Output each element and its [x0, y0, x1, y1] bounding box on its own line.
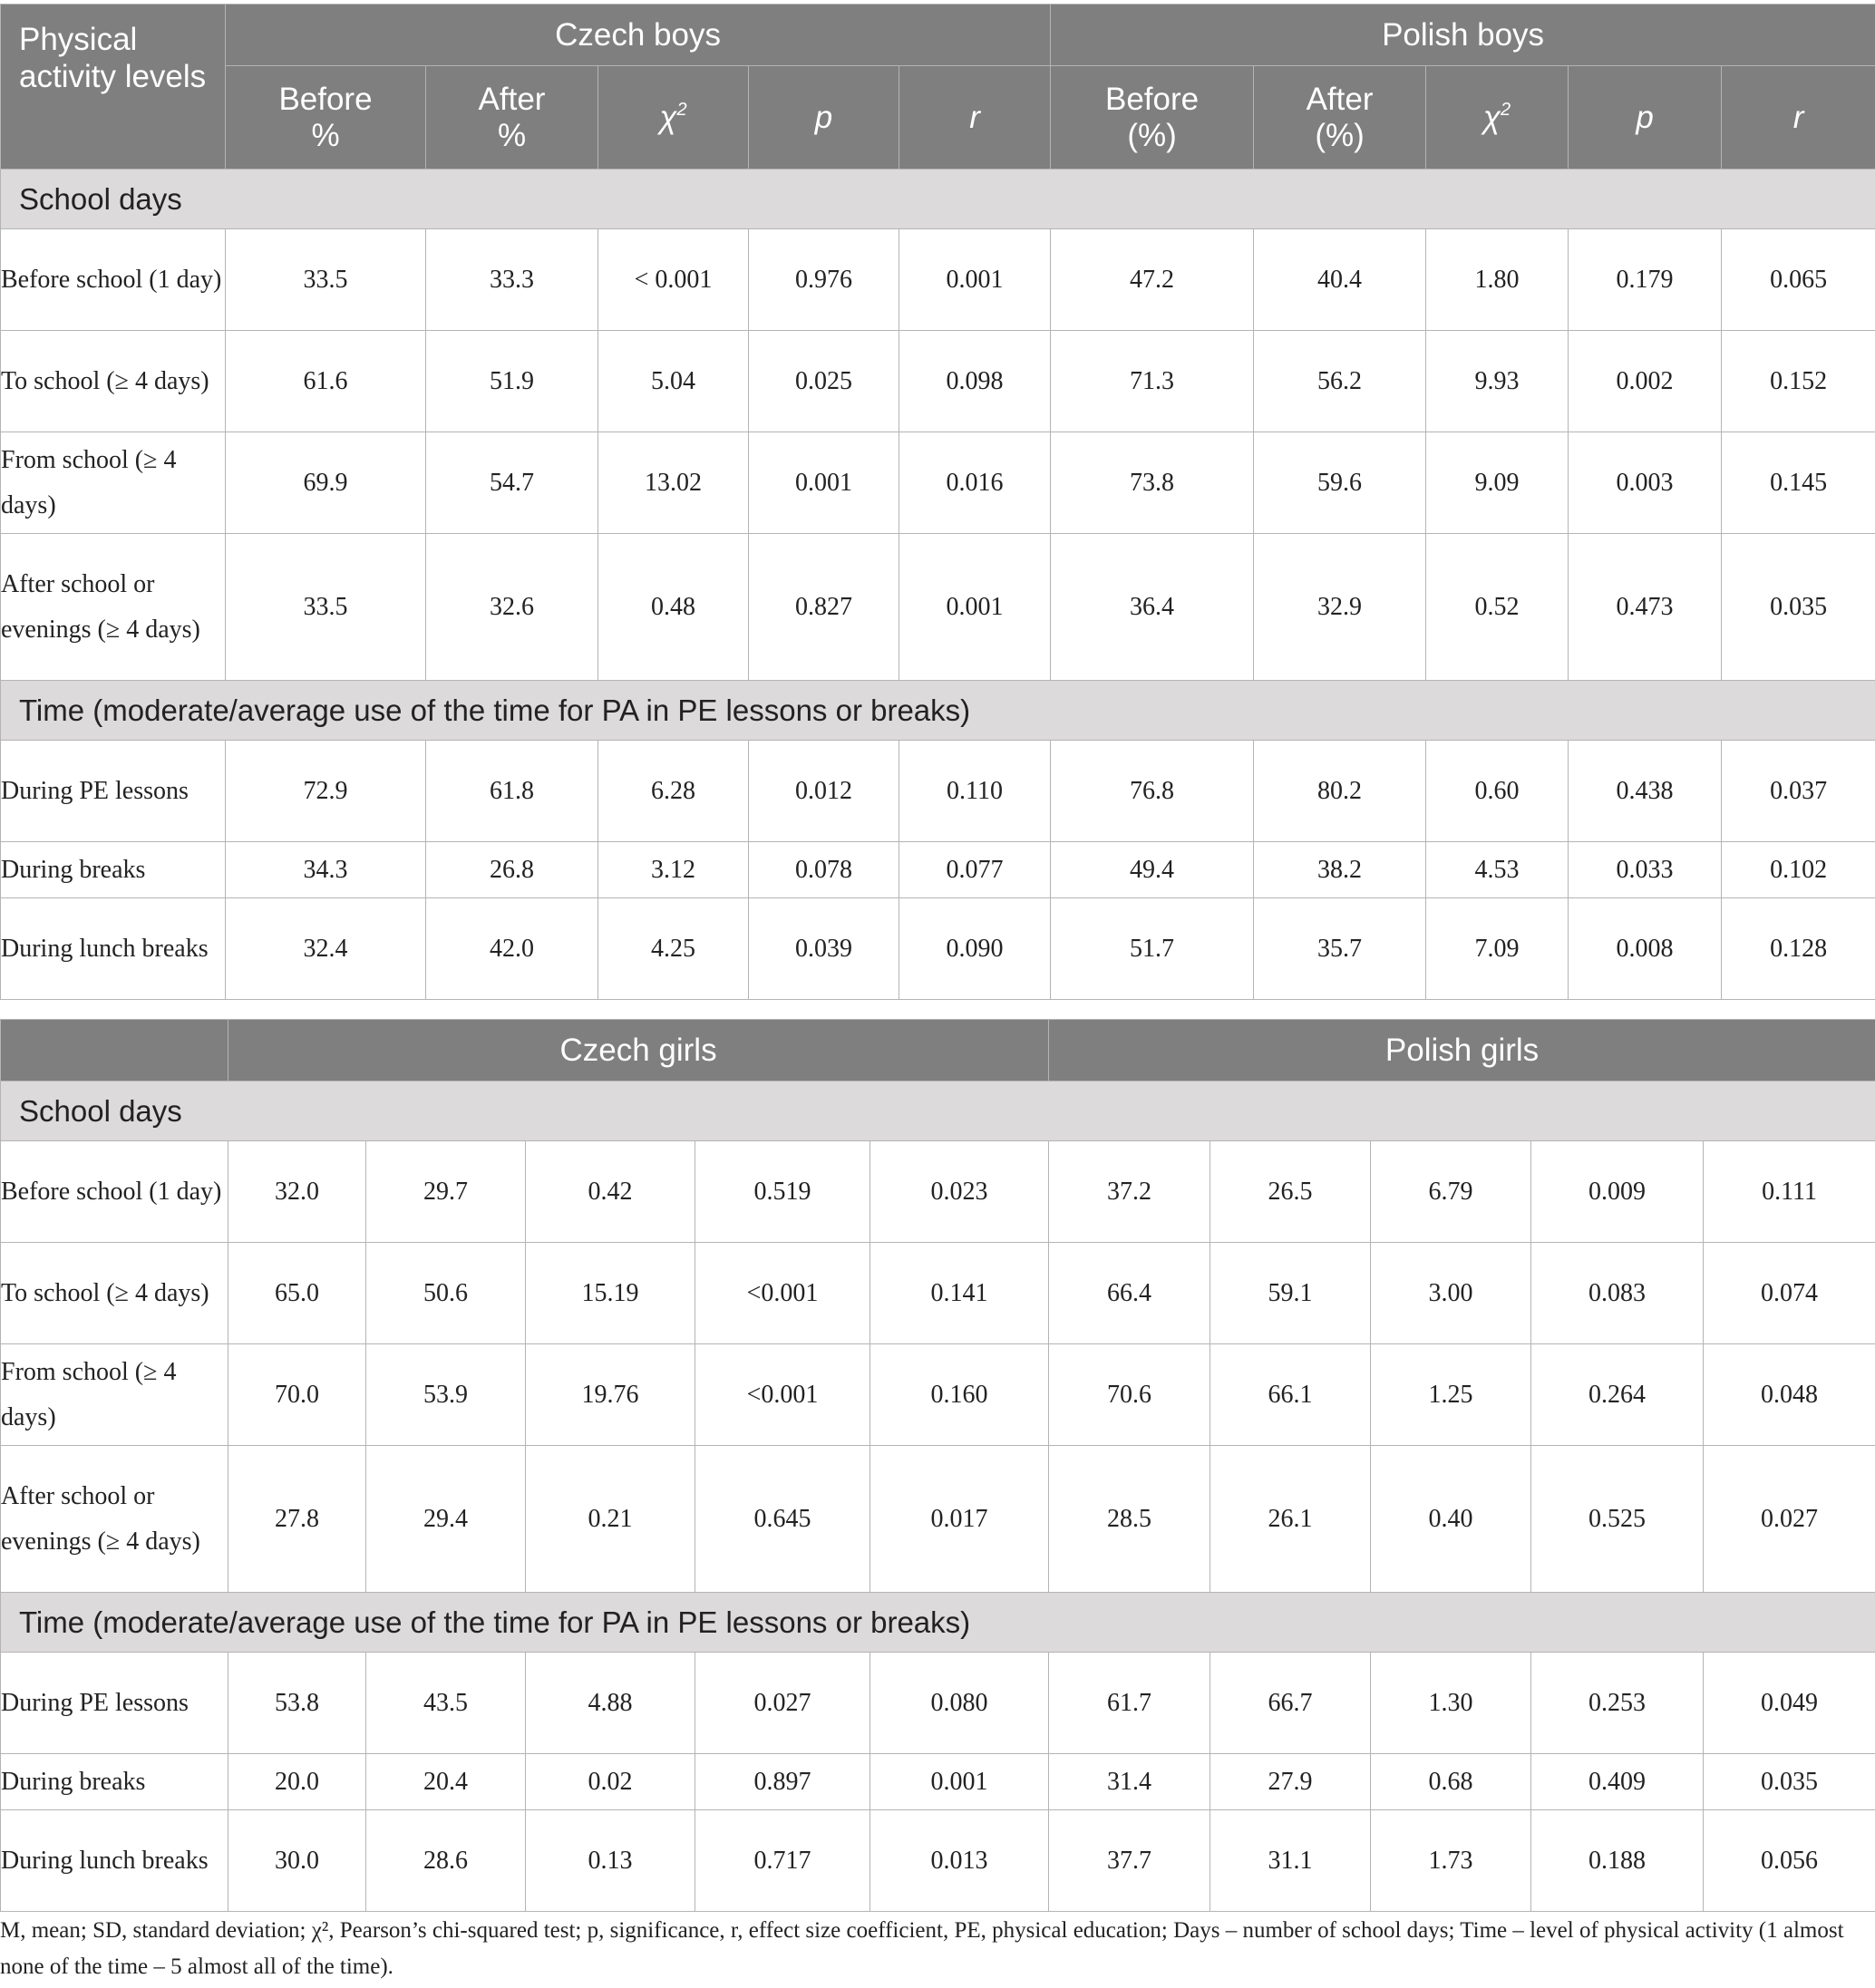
cell: 31.4 [1049, 1754, 1210, 1810]
table-row [1, 898, 1875, 1000]
cell: 0.188 [1531, 1810, 1704, 1912]
cell: 6.28 [598, 741, 749, 842]
col-header-chi [1426, 66, 1569, 170]
cell: 20.0 [228, 1754, 366, 1810]
cell: 0.110 [899, 741, 1051, 842]
cell: 32.4 [226, 898, 426, 1000]
cell: 26.5 [1210, 1141, 1371, 1243]
table-row [1, 432, 1875, 534]
cell: 0.145 [1722, 432, 1875, 534]
cell: 0.048 [1704, 1344, 1875, 1446]
cell: 32.6 [426, 534, 598, 681]
cell: 0.080 [870, 1653, 1049, 1754]
cell: 59.6 [1254, 432, 1426, 534]
cell: 0.012 [749, 741, 899, 842]
cell: 36.4 [1051, 534, 1254, 681]
cell: 0.001 [870, 1754, 1049, 1810]
cell: 51.9 [426, 331, 598, 432]
cell: 54.7 [426, 432, 598, 534]
cell: 37.2 [1049, 1141, 1210, 1243]
col-header-before: Before % [226, 66, 426, 170]
cell: 61.6 [226, 331, 426, 432]
cell: 49.4 [1051, 842, 1254, 898]
col-header-before: Before (%) [1051, 66, 1254, 170]
cell: 0.027 [1704, 1446, 1875, 1593]
cell: 0.002 [1569, 331, 1722, 432]
cell: 0.179 [1569, 229, 1722, 331]
cell: 69.9 [226, 432, 426, 534]
cell: 0.017 [870, 1446, 1049, 1593]
cell: 0.13 [526, 1810, 695, 1912]
cell: 1.25 [1371, 1344, 1531, 1446]
cell: 0.001 [899, 229, 1051, 331]
cell: 33.5 [226, 534, 426, 681]
cell: 61.7 [1049, 1653, 1210, 1754]
cell: 0.21 [526, 1446, 695, 1593]
cell: 0.056 [1704, 1810, 1875, 1912]
row-label: During breaks [1, 1754, 228, 1810]
cell: 37.7 [1049, 1810, 1210, 1912]
cell: 0.976 [749, 229, 899, 331]
cell: 0.128 [1722, 898, 1875, 1000]
cell: 30.0 [228, 1810, 366, 1912]
cell: 0.035 [1704, 1754, 1875, 1810]
cell: 33.3 [426, 229, 598, 331]
cell: 47.2 [1051, 229, 1254, 331]
cell: <0.001 [695, 1344, 870, 1446]
cell: 0.160 [870, 1344, 1049, 1446]
cell: 0.013 [870, 1810, 1049, 1912]
cell: 0.008 [1569, 898, 1722, 1000]
cell: 0.083 [1531, 1243, 1704, 1344]
cell: 0.001 [899, 534, 1051, 681]
row-label: From school (≥ 4 days) [1, 432, 226, 534]
chi-symbol: χ [659, 99, 677, 135]
cell: 3.12 [598, 842, 749, 898]
cell: 34.3 [226, 842, 426, 898]
cell: 28.6 [366, 1810, 526, 1912]
cell: 4.53 [1426, 842, 1569, 898]
row-label: During breaks [1, 842, 226, 898]
cell: 0.519 [695, 1141, 870, 1243]
col-header-p: p [749, 66, 899, 170]
cell: 0.049 [1704, 1653, 1875, 1754]
table-row [1, 741, 1875, 842]
cell: 29.7 [366, 1141, 526, 1243]
cell: 0.717 [695, 1810, 870, 1912]
row-label: During PE lessons [1, 1653, 228, 1754]
cell: 40.4 [1254, 229, 1426, 331]
table-row [1, 1754, 1875, 1810]
cell: 7.09 [1426, 898, 1569, 1000]
cell: 80.2 [1254, 741, 1426, 842]
cell: 61.8 [426, 741, 598, 842]
cell: <0.001 [695, 1243, 870, 1344]
cell: 51.7 [1051, 898, 1254, 1000]
cell: 27.9 [1210, 1754, 1371, 1810]
cell: 13.02 [598, 432, 749, 534]
cell: 0.025 [749, 331, 899, 432]
corner-empty [1, 1020, 228, 1081]
row-label: During lunch breaks [1, 898, 226, 1000]
cell: 0.52 [1426, 534, 1569, 681]
cell: 0.027 [695, 1653, 870, 1754]
cell: 1.73 [1371, 1810, 1531, 1912]
cell: 0.023 [870, 1141, 1049, 1243]
cell: 0.039 [749, 898, 899, 1000]
cell: 0.003 [1569, 432, 1722, 534]
cell: 0.009 [1531, 1141, 1704, 1243]
cell: 0.253 [1531, 1653, 1704, 1754]
cell: 0.02 [526, 1754, 695, 1810]
group-header-polish-boys: Polish boys [1051, 5, 1875, 66]
cell: 71.3 [1051, 331, 1254, 432]
cell: 70.6 [1049, 1344, 1210, 1446]
group-header-czech-girls: Czech girls [228, 1020, 1049, 1081]
cell: 0.111 [1704, 1141, 1875, 1243]
cell: 0.438 [1569, 741, 1722, 842]
cell: 0.077 [899, 842, 1051, 898]
cell: 0.141 [870, 1243, 1049, 1344]
cell: 6.79 [1371, 1141, 1531, 1243]
cell: 66.4 [1049, 1243, 1210, 1344]
cell: 0.525 [1531, 1446, 1704, 1593]
cell: 66.1 [1210, 1344, 1371, 1446]
section-header: School days [1, 1081, 1875, 1141]
cell: 0.645 [695, 1446, 870, 1593]
cell: 9.93 [1426, 331, 1569, 432]
row-label: To school (≥ 4 days) [1, 331, 226, 432]
col-header-p: p [1569, 66, 1722, 170]
corner-label: Physical activity levels [1, 5, 226, 170]
cell: 53.8 [228, 1653, 366, 1754]
table-girls [0, 1019, 1875, 1912]
cell: 53.9 [366, 1344, 526, 1446]
col-header-chi [598, 66, 749, 170]
cell: 29.4 [366, 1446, 526, 1593]
cell: 59.1 [1210, 1243, 1371, 1344]
cell: 1.30 [1371, 1653, 1531, 1754]
cell: 32.0 [228, 1141, 366, 1243]
cell: 15.19 [526, 1243, 695, 1344]
cell: 0.827 [749, 534, 899, 681]
col-header-r: r [1722, 66, 1875, 170]
cell: 0.473 [1569, 534, 1722, 681]
cell: 33.5 [226, 229, 426, 331]
row-label: From school (≥ 4 days) [1, 1344, 228, 1446]
table-row [1, 534, 1875, 681]
row-label: Before school (1 day) [1, 229, 226, 331]
row-label: During PE lessons [1, 741, 226, 842]
cell: 0.001 [749, 432, 899, 534]
cell: 0.152 [1722, 331, 1875, 432]
cell: 65.0 [228, 1243, 366, 1344]
cell: 0.090 [899, 898, 1051, 1000]
cell: 32.9 [1254, 534, 1426, 681]
table-row [1, 331, 1875, 432]
cell: 19.76 [526, 1344, 695, 1446]
cell: 66.7 [1210, 1653, 1371, 1754]
cell: 26.8 [426, 842, 598, 898]
cell: 9.09 [1426, 432, 1569, 534]
table-row [1, 842, 1875, 898]
cell: 0.074 [1704, 1243, 1875, 1344]
chi-symbol: χ [1482, 99, 1501, 135]
cell: 4.88 [526, 1653, 695, 1754]
cell: 3.00 [1371, 1243, 1531, 1344]
row-label: To school (≥ 4 days) [1, 1243, 228, 1344]
table-row [1, 1141, 1875, 1243]
cell: 38.2 [1254, 842, 1426, 898]
row-label: After school or evenings (≥ 4 days) [1, 534, 226, 681]
table-row [1, 1446, 1875, 1593]
cell: 0.409 [1531, 1754, 1704, 1810]
chi-sup: 2 [1501, 99, 1511, 120]
cell: 20.4 [366, 1754, 526, 1810]
col-header-after: After (%) [1254, 66, 1426, 170]
cell: 5.04 [598, 331, 749, 432]
cell: 0.40 [1371, 1446, 1531, 1593]
section-header: School days [1, 170, 1875, 229]
cell: 0.033 [1569, 842, 1722, 898]
cell: 0.264 [1531, 1344, 1704, 1446]
chi-sup: 2 [676, 99, 687, 120]
table-row [1, 1243, 1875, 1344]
cell: 4.25 [598, 898, 749, 1000]
cell: 0.098 [899, 331, 1051, 432]
table-footnote: M, mean; SD, standard deviation; χ², Pearson’s chi-squared test; p, significance, r, effect size coefficient, PE, physical education; Days – number of school days; Time – level of physical activity (1 almost none of the time – 5 almost all of the time). [0, 1918, 1844, 1979]
cell: 0.60 [1426, 741, 1569, 842]
table-row [1, 1653, 1875, 1754]
cell: 0.035 [1722, 534, 1875, 681]
cell: 0.065 [1722, 229, 1875, 331]
group-header-polish-girls: Polish girls [1049, 1020, 1875, 1081]
group-header-czech-boys: Czech boys [226, 5, 1051, 66]
cell: 73.8 [1051, 432, 1254, 534]
cell: 0.42 [526, 1141, 695, 1243]
col-header-r: r [899, 66, 1051, 170]
cell: 31.1 [1210, 1810, 1371, 1912]
section-header: Time (moderate/average use of the time for PA in PE lessons or breaks) [1, 1593, 1875, 1653]
cell: 72.9 [226, 741, 426, 842]
cell: 43.5 [366, 1653, 526, 1754]
cell: 56.2 [1254, 331, 1426, 432]
cell: 0.897 [695, 1754, 870, 1810]
cell: 0.016 [899, 432, 1051, 534]
section-header: Time (moderate/average use of the time for PA in PE lessons or breaks) [1, 681, 1875, 741]
cell: 1.80 [1426, 229, 1569, 331]
row-label: Before school (1 day) [1, 1141, 228, 1243]
table-row [1, 1344, 1875, 1446]
cell: 0.102 [1722, 842, 1875, 898]
cell: 28.5 [1049, 1446, 1210, 1593]
cell: 0.078 [749, 842, 899, 898]
cell: 50.6 [366, 1243, 526, 1344]
row-label: During lunch breaks [1, 1810, 228, 1912]
cell: 26.1 [1210, 1446, 1371, 1593]
cell: 42.0 [426, 898, 598, 1000]
row-label: After school or evenings (≥ 4 days) [1, 1446, 228, 1593]
cell: 76.8 [1051, 741, 1254, 842]
cell: 70.0 [228, 1344, 366, 1446]
table-row [1, 1810, 1875, 1912]
cell: 0.68 [1371, 1754, 1531, 1810]
cell: 27.8 [228, 1446, 366, 1593]
cell: 0.48 [598, 534, 749, 681]
table-boys [0, 4, 1875, 1000]
cell: 0.037 [1722, 741, 1875, 842]
cell: 35.7 [1254, 898, 1426, 1000]
cell: < 0.001 [598, 229, 749, 331]
table-row [1, 229, 1875, 331]
col-header-after: After % [426, 66, 598, 170]
